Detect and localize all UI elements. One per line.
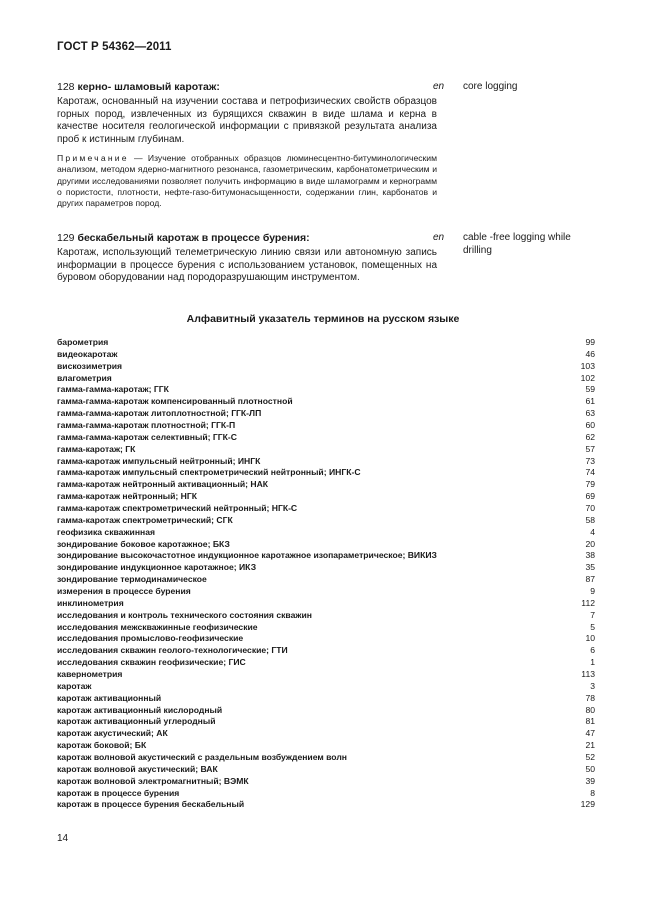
index-entry: [57, 716, 595, 728]
index-term: каротаж акустический; АК: [57, 728, 168, 739]
index-term: гамма-каротаж нейтронный активационный; НАК: [57, 479, 269, 490]
index-entry: [57, 348, 595, 360]
index-page-number: 1: [590, 657, 595, 668]
term-number: 129: [57, 232, 75, 244]
index-page-number: 7: [590, 609, 595, 620]
index-term: каротаж: [57, 680, 92, 691]
index-term: каротаж активационный углеродный: [57, 716, 216, 727]
index-term: зондирование боковое каротажное; БКЗ: [57, 538, 230, 549]
index-entry: [57, 526, 595, 538]
index-term: зондирование термодинамическое: [57, 574, 207, 585]
term-name: керно- шламовый каротаж:: [77, 81, 220, 93]
term-definition: Каротаж, использующий телеметрическую линию связи или автономную запись информации в процессе бурения с использованием установок, помещенных на буровом оборудовании над породоразрушающим инструментом.: [57, 247, 437, 284]
index-entry: [57, 514, 595, 526]
index-term: каротаж волновой акустический; ВАК: [57, 763, 218, 774]
index-entry: [57, 751, 595, 763]
index-term: исследования и контроль технического состояния скважин: [57, 609, 312, 620]
index-term: гамма-каротаж спектрометрический; СГК: [57, 514, 233, 525]
index-entry: [57, 336, 595, 348]
index-term: влагометрия: [57, 372, 112, 383]
index-term: исследования скважин геолого-технологические; ГТИ: [57, 645, 288, 656]
index-entry: [57, 372, 595, 384]
index-term: исследования скважин геофизические; ГИС: [57, 657, 246, 668]
index-page-number: 4: [590, 526, 595, 537]
index-page-number: 81: [585, 716, 595, 727]
index-page-number: 57: [585, 443, 595, 454]
index-page-number: 79: [585, 479, 595, 490]
index-term: каротаж в процессе бурения: [57, 787, 180, 798]
index-term: зондирование индукционное каротажное; ИКЗ: [57, 562, 257, 573]
index-page-number: 112: [581, 597, 595, 608]
english-equivalent: core logging: [463, 81, 518, 92]
index-entry: [57, 478, 595, 490]
index-entry: [57, 549, 595, 561]
index-page-number: 8: [590, 787, 595, 798]
index-term: исследования межскважинные геофизические: [57, 621, 258, 632]
index-page-number: 52: [585, 752, 595, 762]
index-page-number: 63: [585, 408, 595, 419]
index-entry: [57, 739, 595, 751]
index-term: каротаж волновой электромагнитный; ВЭМК: [57, 775, 249, 786]
index-term: гамма-гамма-каротаж литоплотностной; ГГК-ЛП: [57, 408, 262, 419]
index-page-number: 113: [581, 668, 595, 679]
index-entry: [57, 419, 595, 431]
index-term: зондирование высокочастотное индукционное каротажное изопараметрическое; ВИКИЗ: [57, 550, 437, 561]
index-page-number: 47: [585, 728, 595, 739]
index-page-number: 129: [580, 799, 595, 810]
index-page-number: 103: [580, 360, 595, 371]
index-page-number: 78: [585, 692, 595, 703]
index-entry: [57, 775, 595, 787]
note-text: — Изучение отобранных образцов люминесцентно-битуминологическим анализом, методом ядерно-магнитного резонанса, газометрическим, карбонатометрическим и другими исследованиями позволяет получить информацию в виде шламограмм и кернограмм о пористости, плотности, нефте-газо-битумонасыщенности, содержании глин, карбонатов и других параметров пород.: [57, 153, 437, 208]
term-name: бескабельный каротаж в процессе бурения:: [77, 232, 310, 244]
index-entry: [57, 609, 595, 621]
index-entry: [57, 799, 595, 811]
index-page-number: 3: [590, 680, 595, 691]
index-list: [57, 336, 595, 810]
term-definition: Каротаж, основанный на изучении состава и петрофизических свойств образцов горных пород, извлеченных из бурящихся скважин в виде шлама и керна в качестве носителя геологической информации с привязкой результата анализа проб к истинным глубинам.: [57, 96, 437, 145]
index-entry: [57, 455, 595, 467]
index-term: каротаж боковой; БК: [57, 740, 147, 751]
index-entry: [57, 395, 595, 407]
index-term: каротаж активационный: [57, 692, 162, 703]
index-page-number: 62: [585, 431, 595, 442]
index-page-number: 61: [585, 396, 595, 407]
index-entry: [57, 466, 595, 478]
index-page-number: 59: [585, 384, 595, 395]
index-page-number: 73: [585, 455, 595, 466]
language-code: en: [433, 232, 445, 243]
index-entry: [57, 502, 595, 514]
index-term: видеокаротаж: [57, 348, 118, 359]
index-entry: [57, 680, 595, 692]
index-entry: [57, 656, 595, 668]
index-entry: [57, 573, 595, 585]
index-page-number: 87: [585, 574, 595, 585]
index-term: каротаж волновой акустический с раздельным возбуждением волн: [57, 752, 347, 762]
term-title: [57, 81, 437, 94]
index-page-number: 60: [585, 419, 595, 430]
index-entry: [57, 407, 595, 419]
index-page-number: 9: [590, 585, 595, 596]
index-entry: [57, 632, 595, 644]
index-entry: [57, 727, 595, 739]
index-entry: [57, 443, 595, 455]
index-entry: [57, 431, 595, 443]
index-page-number: 10: [585, 633, 595, 644]
index-term: вискозиметрия: [57, 360, 123, 371]
index-term: гамма-гамма-каротаж; ГГК: [57, 384, 169, 395]
language-code: en: [433, 81, 445, 92]
index-page-number: 74: [585, 467, 595, 478]
index-entry: [57, 644, 595, 656]
index-entry: [57, 692, 595, 704]
index-entry: [57, 668, 595, 680]
index-page-number: 50: [585, 763, 595, 774]
index-entry: [57, 490, 595, 502]
index-page-number: 21: [585, 740, 595, 751]
index-term: гамма-гамма-каротаж селективный; ГГК-С: [57, 431, 237, 442]
index-page-number: 39: [585, 775, 595, 786]
index-page-number: 70: [585, 502, 595, 513]
index-page-number: 102: [580, 372, 595, 383]
index-title: Алфавитный указатель терминов на русском языке: [186, 313, 460, 325]
index-term: кавернометрия: [57, 668, 123, 679]
index-page-number: 20: [585, 538, 595, 549]
term-title: [57, 232, 437, 245]
index-entry: [57, 561, 595, 573]
index-page-number: 35: [585, 562, 595, 573]
index-term: инклинометрия: [57, 597, 124, 608]
index-term: измерения в процессе бурения: [57, 585, 191, 596]
index-term: гамма-каротаж нейтронный; НГК: [57, 491, 197, 502]
index-term: гамма-каротаж импульсный нейтронный; ИНГК: [57, 455, 261, 466]
index-term: гамма-гамма-каротаж плотностной; ГГК-П: [57, 419, 236, 430]
index-term: гамма-каротаж; ГК: [57, 443, 136, 454]
page-number: 14: [57, 833, 69, 844]
term-number: 128: [57, 81, 75, 93]
standard-header: ГОСТ Р 54362—2011: [57, 41, 172, 53]
index-term: барометрия: [57, 336, 109, 347]
index-entry: [57, 538, 595, 550]
index-page-number: 5: [590, 621, 595, 632]
term-entry-128: [57, 81, 437, 209]
term-note: [57, 153, 437, 208]
index-entry: [57, 360, 595, 372]
term-entry-129: [57, 232, 437, 285]
index-entry: [57, 704, 595, 716]
index-term: гамма-каротаж спектрометрический нейтронный; НГК-С: [57, 502, 298, 513]
index-page-number: 58: [585, 514, 595, 525]
index-page-number: 69: [585, 491, 595, 502]
index-entry: [57, 621, 595, 633]
index-term: каротаж активационный кислородный: [57, 704, 223, 715]
index-page-number: 6: [590, 645, 595, 656]
index-page-number: 46: [585, 348, 595, 359]
english-equivalent: cable -free logging while drilling: [463, 232, 571, 256]
index-entry: [57, 763, 595, 775]
index-entry: [57, 597, 595, 609]
index-entry: [57, 787, 595, 799]
note-label: Примечание: [57, 153, 129, 164]
index-entry: [57, 383, 595, 395]
index-term: исследования промыслово-геофизические: [57, 633, 244, 644]
index-term: каротаж в процессе бурения бескабельный: [57, 799, 245, 810]
index-page-number: 80: [585, 704, 595, 715]
index-term: геофизика скважинная: [57, 526, 156, 537]
index-term: гамма-гамма-каротаж компенсированный плотностной: [57, 396, 293, 407]
index-entry: [57, 585, 595, 597]
index-term: гамма-каротаж импульсный спектрометрический нейтронный; ИНГК-С: [57, 467, 361, 478]
index-page-number: 99: [585, 336, 595, 347]
index-page-number: 38: [585, 550, 595, 561]
